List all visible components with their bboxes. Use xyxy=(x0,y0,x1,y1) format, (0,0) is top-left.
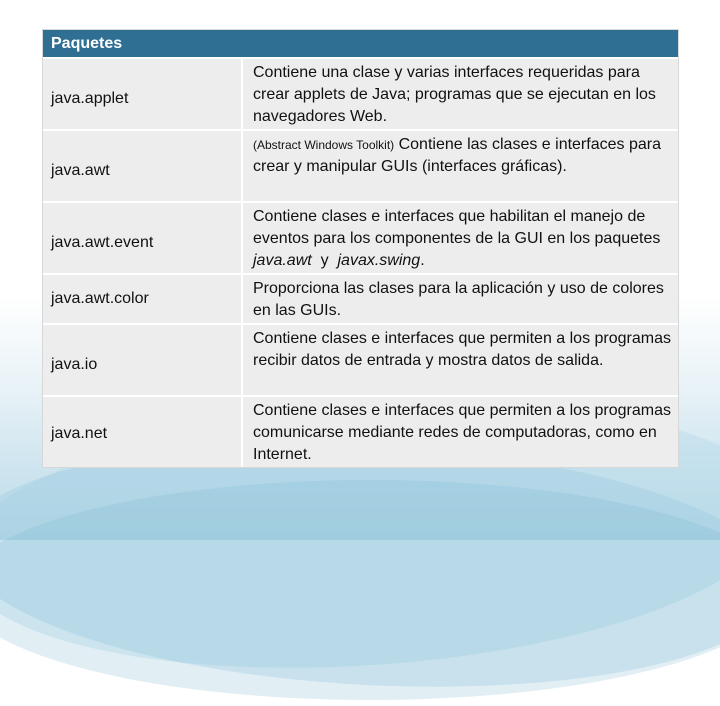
packages-table xyxy=(42,29,679,468)
package-description: Proporciona las clases para la aplicación y uso de colores en las GUIs. xyxy=(253,280,664,319)
package-name: java.net xyxy=(43,397,243,467)
background-wave xyxy=(0,480,720,700)
table-row xyxy=(43,129,678,201)
table-header: Paquetes xyxy=(43,30,678,57)
table-row xyxy=(43,323,678,395)
package-description: Contiene clases e interfaces que permiten a los programas comunicarse mediante redes de computadoras, como en Internet. xyxy=(253,402,671,463)
package-reference: java.awt xyxy=(253,252,312,269)
description-text: . xyxy=(420,252,425,269)
table-row xyxy=(43,395,678,467)
package-name: java.applet xyxy=(43,59,243,129)
package-name: java.io xyxy=(43,325,243,395)
package-name: java.awt.event xyxy=(43,203,243,273)
package-name: java.awt.color xyxy=(43,275,243,323)
package-description: Contiene clases e interfaces que permiten a los programas recibir datos de entrada y mostra datos de salida. xyxy=(253,330,671,369)
table-row xyxy=(43,57,678,129)
description-note: (Abstract Windows Toolkit) xyxy=(253,138,395,152)
package-description: Contiene una clase y varias interfaces requeridas para crear applets de Java; programas que se ejecutan en los navegadores Web. xyxy=(253,64,656,125)
package-description xyxy=(243,203,678,273)
package-description xyxy=(243,131,678,201)
description-text: y xyxy=(311,252,338,269)
description-text: Contiene clases e interfaces que habilitan el manejo de eventos para los componentes de la GUI en los paquetes xyxy=(253,208,661,247)
table-row xyxy=(43,201,678,273)
package-reference: javax.swing xyxy=(337,252,421,269)
description-text: Contiene las clases e interfaces para crear y manipular GUIs (interfaces gráficas). xyxy=(253,136,661,175)
package-name: java.awt xyxy=(43,131,243,201)
table-row xyxy=(43,273,678,323)
